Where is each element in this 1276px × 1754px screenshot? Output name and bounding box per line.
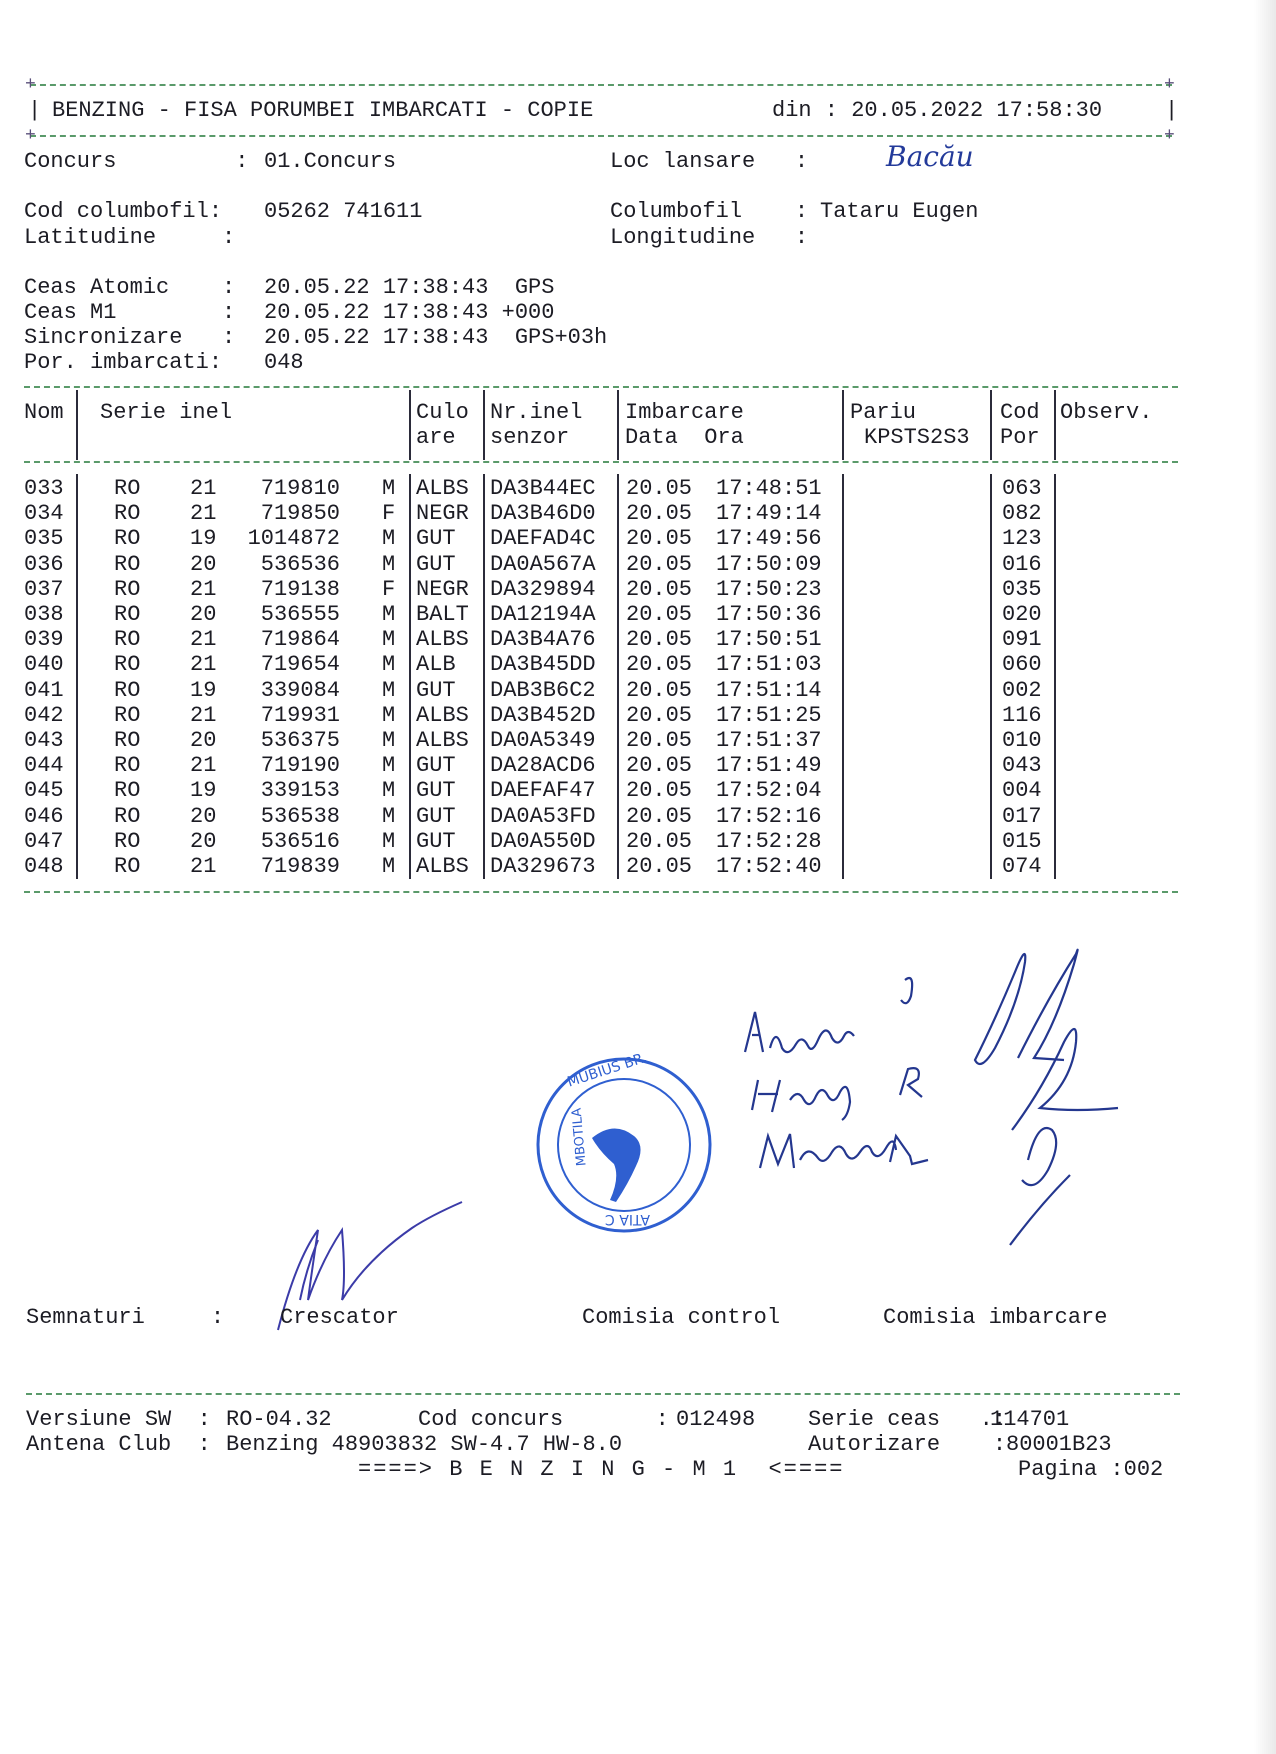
row-date: 20.05 <box>626 702 693 728</box>
row-time: 17:50:36 <box>716 602 822 627</box>
row-nom: 036 <box>24 551 64 577</box>
row-nom: 038 <box>24 602 64 627</box>
row-year: 21 <box>190 576 217 602</box>
row-date: 20.05 <box>626 677 693 703</box>
row-time: 17:50:23 <box>716 576 822 602</box>
row-color: GUT <box>416 551 456 577</box>
row-color: ALBS <box>416 476 469 501</box>
row-cod: 016 <box>1002 551 1042 577</box>
row-country: RO <box>114 652 141 678</box>
row-sensor: DA28ACD6 <box>490 753 596 779</box>
row-nom: 041 <box>24 677 64 703</box>
svg-text:ATIA C: ATIA C <box>605 1211 650 1227</box>
row-year: 20 <box>190 728 217 753</box>
row-sex: M <box>382 476 396 501</box>
committee-signatures <box>745 950 1118 1245</box>
row-nom: 045 <box>24 778 64 804</box>
concurs-label: Concurs : <box>24 149 249 174</box>
row-sex: M <box>382 602 396 627</box>
row-country: RO <box>114 803 141 829</box>
row-nom: 048 <box>24 854 64 879</box>
row-cod: 010 <box>1002 728 1042 753</box>
por-imbarcati-label: Por. imbarcati: <box>24 350 223 375</box>
row-ring: 339153 <box>260 778 340 804</box>
row-color: GUT <box>416 778 456 804</box>
row-ring: 719190 <box>260 753 340 779</box>
row-sensor: DAEFAF47 <box>490 778 596 804</box>
row-country: RO <box>114 576 141 602</box>
row-ring: 339084 <box>260 677 340 703</box>
document-title: BENZING - FISA PORUMBEI IMBARCATI - COPIE <box>52 98 594 123</box>
row-ring: 536538 <box>260 803 340 829</box>
row-date: 20.05 <box>626 627 693 653</box>
row-country: RO <box>114 476 141 501</box>
por-imbarcati-value: 048 <box>264 350 304 375</box>
row-time: 17:52:40 <box>716 854 822 879</box>
row-date: 20.05 <box>626 476 693 501</box>
row-color: ALBS <box>416 728 469 753</box>
club-stamp <box>538 1050 710 1231</box>
row-year: 19 <box>190 526 217 552</box>
row-country: RO <box>114 677 141 703</box>
row-nom: 033 <box>24 476 64 501</box>
document-datetime: din : 20.05.2022 17:58:30 <box>772 98 1103 123</box>
row-ring: 719810 <box>260 476 340 501</box>
row-nom: 042 <box>24 702 64 728</box>
autorizare-label: Autorizare : <box>808 1432 1007 1457</box>
row-ring: 536375 <box>260 728 340 753</box>
row-color: NEGR <box>416 576 469 602</box>
col-header-culoare-2: are <box>416 425 456 450</box>
row-date: 20.05 <box>626 501 693 527</box>
row-nom: 047 <box>24 828 64 854</box>
row-date: 20.05 <box>626 828 693 854</box>
row-color: GUT <box>416 803 456 829</box>
row-cod: 116 <box>1002 702 1042 728</box>
row-cod: 063 <box>1002 476 1042 501</box>
versiune-sw-value: RO-04.32 <box>226 1407 332 1432</box>
row-country: RO <box>114 627 141 653</box>
row-country: RO <box>114 602 141 627</box>
row-cod: 020 <box>1002 602 1042 627</box>
row-color: GUT <box>416 753 456 779</box>
row-year: 21 <box>190 476 217 501</box>
semnaturi-label: Semnaturi : <box>26 1305 225 1330</box>
row-country: RO <box>114 526 141 552</box>
ceas-m1-label: Ceas M1 : <box>24 300 236 325</box>
latitudine-label: Latitudine : <box>24 225 236 250</box>
header-corner-mark: + <box>1164 126 1175 146</box>
row-sensor: DA3B46D0 <box>490 501 596 527</box>
row-date: 20.05 <box>626 854 693 879</box>
row-date: 20.05 <box>626 576 693 602</box>
row-nom: 043 <box>24 728 64 753</box>
col-header-cod-2: Por <box>1000 425 1040 450</box>
row-sex: M <box>382 728 396 753</box>
col-header-nom: Nom <box>24 400 64 425</box>
row-sensor: DAB3B6C2 <box>490 677 596 703</box>
row-nom: 039 <box>24 627 64 653</box>
col-header-nr-inel-2: senzor <box>490 425 570 450</box>
row-sex: M <box>382 803 396 829</box>
crescator-label: Crescator <box>280 1305 399 1330</box>
col-header-serie-inel: Serie inel <box>100 400 233 425</box>
row-date: 20.05 <box>626 602 693 627</box>
row-year: 19 <box>190 677 217 703</box>
row-cod: 035 <box>1002 576 1042 602</box>
loc-lansare-value: Bacău <box>886 140 974 173</box>
row-cod: 091 <box>1002 627 1042 653</box>
row-color: ALBS <box>416 854 469 879</box>
row-sensor: DA0A567A <box>490 551 596 577</box>
row-country: RO <box>114 828 141 854</box>
row-sensor: DA3B44EC <box>490 476 596 501</box>
row-ring: 536516 <box>260 828 340 854</box>
row-time: 17:51:49 <box>716 753 822 779</box>
antena-club-label: Antena Club : <box>26 1432 211 1457</box>
row-date: 20.05 <box>626 652 693 678</box>
autorizare-value: 80001B23 <box>1006 1432 1112 1457</box>
row-sex: M <box>382 828 396 854</box>
ceas-atomic-value: 20.05.22 17:38:43 GPS <box>264 275 555 300</box>
row-cod: 082 <box>1002 501 1042 527</box>
row-time: 17:52:04 <box>716 778 822 804</box>
row-sex: M <box>382 854 396 879</box>
row-color: ALB <box>416 652 456 678</box>
row-sensor: DAEFAD4C <box>490 526 596 552</box>
row-color: GUT <box>416 828 456 854</box>
sincronizare-label: Sincronizare : <box>24 325 236 350</box>
cod-columbofil-value: 05262 741611 <box>264 199 423 224</box>
comisia-control-label: Comisia control <box>582 1305 781 1330</box>
row-color: ALBS <box>416 702 469 728</box>
longitudine-label: Longitudine : <box>610 225 809 250</box>
row-date: 20.05 <box>626 778 693 804</box>
row-nom: 035 <box>24 526 64 552</box>
cod-columbofil-label: Cod columbofil: <box>24 199 223 224</box>
row-time: 17:51:25 <box>716 702 822 728</box>
row-date: 20.05 <box>626 753 693 779</box>
row-year: 21 <box>190 854 217 879</box>
row-year: 20 <box>190 551 217 577</box>
col-header-observ: Observ. <box>1060 400 1153 425</box>
row-time: 17:50:51 <box>716 627 822 653</box>
row-sex: M <box>382 627 396 653</box>
row-ring: 719138 <box>260 576 340 602</box>
header-left-bar: | <box>28 98 42 123</box>
row-sensor: DA3B452D <box>490 702 596 728</box>
row-time: 17:52:16 <box>716 803 822 829</box>
row-ring: 1014872 <box>247 526 340 552</box>
row-sensor: DA12194A <box>490 602 596 627</box>
row-date: 20.05 <box>626 551 693 577</box>
row-cod: 017 <box>1002 803 1042 829</box>
row-time: 17:51:37 <box>716 728 822 753</box>
row-time: 17:49:14 <box>716 501 822 527</box>
row-ring: 719850 <box>260 501 340 527</box>
row-sensor: DA0A53FD <box>490 803 596 829</box>
col-header-cod-1: Cod <box>1000 400 1040 425</box>
comisia-imbarcare-label: Comisia imbarcare <box>883 1305 1108 1330</box>
row-sex: M <box>382 526 396 552</box>
row-sex: M <box>382 778 396 804</box>
row-country: RO <box>114 728 141 753</box>
col-header-imbarcare-2: Data Ora <box>625 425 744 450</box>
row-country: RO <box>114 501 141 527</box>
col-header-imbarcare-1: Imbarcare <box>625 400 744 425</box>
serie-ceas-label: Serie ceas .: <box>808 1407 1007 1432</box>
row-sex: M <box>382 652 396 678</box>
row-ring: 536536 <box>260 551 340 577</box>
col-header-pariu-2: KPSTS2S3 <box>864 425 970 450</box>
row-cod: 123 <box>1002 526 1042 552</box>
row-country: RO <box>114 753 141 779</box>
row-cod: 004 <box>1002 778 1042 804</box>
row-sensor: DA329673 <box>490 854 596 879</box>
row-nom: 040 <box>24 652 64 678</box>
row-year: 21 <box>190 702 217 728</box>
benzing-banner: ====> B E N Z I N G - M 1 <==== <box>358 1457 845 1482</box>
versiune-sw-label: Versiune SW : <box>26 1407 211 1432</box>
row-sensor: DA329894 <box>490 576 596 602</box>
row-color: NEGR <box>416 501 469 527</box>
ceas-atomic-label: Ceas Atomic : <box>24 275 236 300</box>
row-cod: 002 <box>1002 677 1042 703</box>
row-sensor: DA3B4A76 <box>490 627 596 653</box>
row-year: 21 <box>190 501 217 527</box>
row-date: 20.05 <box>626 526 693 552</box>
row-sensor: DA3B45DD <box>490 652 596 678</box>
row-sensor: DA0A550D <box>490 828 596 854</box>
row-nom: 044 <box>24 753 64 779</box>
row-year: 19 <box>190 778 217 804</box>
row-time: 17:51:03 <box>716 652 822 678</box>
row-year: 21 <box>190 627 217 653</box>
loc-lansare-label: Loc lansare : <box>610 149 809 174</box>
row-country: RO <box>114 854 141 879</box>
row-cod: 015 <box>1002 828 1042 854</box>
row-cod: 043 <box>1002 753 1042 779</box>
row-nom: 037 <box>24 576 64 602</box>
col-header-nr-inel-1: Nr.inel <box>490 400 583 425</box>
row-date: 20.05 <box>626 803 693 829</box>
row-ring: 719864 <box>260 627 340 653</box>
row-date: 20.05 <box>626 728 693 753</box>
row-sex: M <box>382 677 396 703</box>
row-ring: 719931 <box>260 702 340 728</box>
row-color: ALBS <box>416 627 469 653</box>
header-corner-mark: + <box>25 126 36 146</box>
row-year: 20 <box>190 602 217 627</box>
row-country: RO <box>114 778 141 804</box>
row-sensor: DA0A5349 <box>490 728 596 753</box>
row-time: 17:52:28 <box>716 828 822 854</box>
row-cod: 074 <box>1002 854 1042 879</box>
col-header-pariu-1: Pariu <box>850 400 917 425</box>
row-time: 17:48:51 <box>716 476 822 501</box>
ceas-m1-value: 20.05.22 17:38:43 +000 <box>264 300 555 325</box>
row-sex: M <box>382 551 396 577</box>
row-country: RO <box>114 702 141 728</box>
row-country: RO <box>114 551 141 577</box>
row-ring: 536555 <box>260 602 340 627</box>
col-header-culoare-1: Culo <box>416 400 469 425</box>
row-year: 21 <box>190 652 217 678</box>
sincronizare-value: 20.05.22 17:38:43 GPS+03h <box>264 325 608 350</box>
row-color: GUT <box>416 526 456 552</box>
row-time: 17:50:09 <box>716 551 822 577</box>
cod-concurs-value: 012498 <box>676 1407 756 1432</box>
row-time: 17:49:56 <box>716 526 822 552</box>
row-year: 20 <box>190 828 217 854</box>
antena-club-value: Benzing 48903832 SW-4.7 HW-8.0 <box>226 1432 623 1457</box>
row-ring: 719839 <box>260 854 340 879</box>
row-sex: F <box>382 576 396 602</box>
header-corner-mark: + <box>25 75 36 95</box>
row-nom: 046 <box>24 803 64 829</box>
header-right-bar: | <box>1165 98 1179 123</box>
row-color: BALT <box>416 602 469 627</box>
row-cod: 060 <box>1002 652 1042 678</box>
columbofil-label: Columbofil : <box>610 199 809 224</box>
footer-divider <box>26 1393 1180 1395</box>
row-ring: 719654 <box>260 652 340 678</box>
page-number: Pagina :002 <box>1018 1457 1164 1482</box>
row-year: 21 <box>190 753 217 779</box>
cod-concurs-label: Cod concurs : <box>418 1407 669 1432</box>
concurs-value: 01.Concurs <box>264 149 397 174</box>
svg-text:MBOTILA: MBOTILA <box>569 1107 590 1167</box>
row-sex: M <box>382 753 396 779</box>
row-color: GUT <box>416 677 456 703</box>
header-corner-mark: + <box>1164 75 1175 95</box>
serie-ceas-value: 114701 <box>990 1407 1070 1432</box>
row-nom: 034 <box>24 501 64 527</box>
columbofil-value: Tataru Eugen <box>820 199 979 224</box>
row-time: 17:51:14 <box>716 677 822 703</box>
row-year: 20 <box>190 803 217 829</box>
row-sex: F <box>382 501 396 527</box>
row-sex: M <box>382 702 396 728</box>
svg-text:MUBIUS BR.: MUBIUS BR. <box>565 1049 650 1091</box>
